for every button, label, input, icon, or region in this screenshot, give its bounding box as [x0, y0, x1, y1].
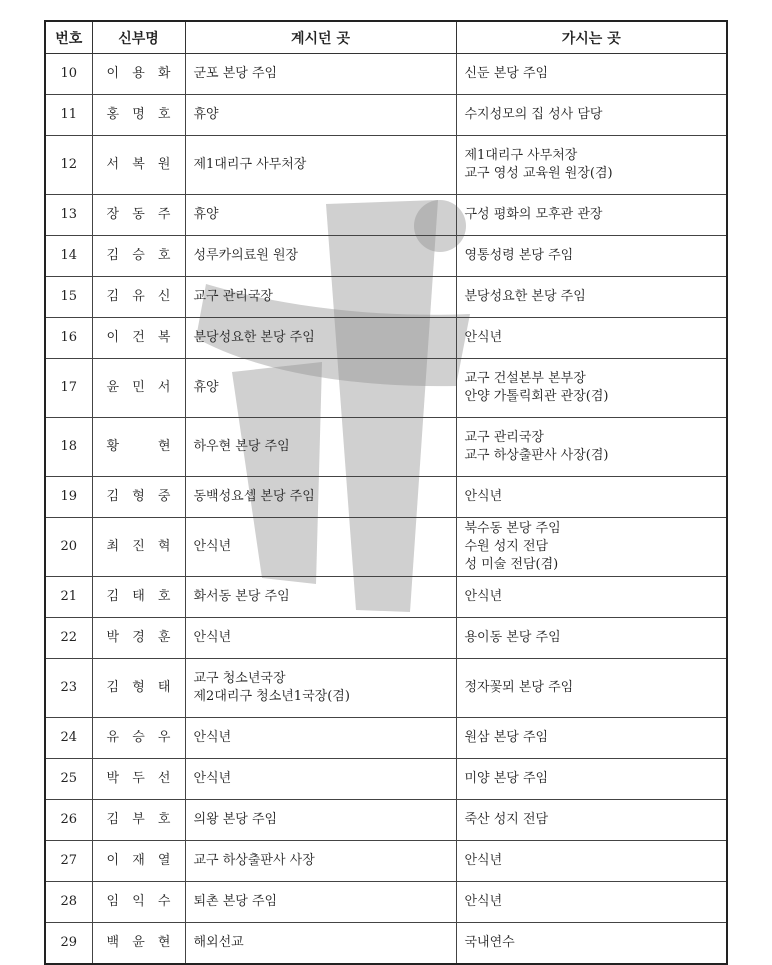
table-row [45, 136, 727, 195]
previous-post-cell [185, 359, 456, 418]
previous-post-line: 해외선교 [193, 935, 244, 950]
row-number: 18 [45, 418, 92, 477]
new-post-cell [456, 618, 727, 659]
row-number: 23 [45, 659, 92, 718]
previous-post-cell [185, 236, 456, 277]
new-post-line: 성 미술 전담(겸) [464, 557, 559, 572]
new-post-cell [456, 882, 727, 923]
previous-post-cell [185, 618, 456, 659]
row-number: 28 [45, 882, 92, 923]
table-row [45, 195, 727, 236]
new-post-cell [456, 923, 727, 965]
new-post-line: 원삼 본당 주임 [464, 730, 549, 745]
previous-post-cell [185, 577, 456, 618]
table-row [45, 923, 727, 965]
new-post-cell [456, 359, 727, 418]
new-post-cell [456, 54, 727, 95]
header-number: 번호 [45, 21, 92, 54]
new-post-line: 교구 건설본부 본부장 [464, 371, 586, 386]
appointment-table [44, 20, 728, 965]
new-post-cell [456, 195, 727, 236]
row-number: 13 [45, 195, 92, 236]
previous-post-cell [185, 54, 456, 95]
new-post-cell [456, 236, 727, 277]
new-post-cell [456, 95, 727, 136]
new-post-line: 제1대리구 사무처장 [464, 148, 578, 163]
previous-post-cell [185, 277, 456, 318]
new-post-cell [456, 277, 727, 318]
priest-name: 이 재 열 [92, 841, 185, 882]
new-post-cell [456, 759, 727, 800]
row-number: 15 [45, 277, 92, 318]
previous-post-line: 제2대리구 청소년1국장(겸) [193, 689, 350, 704]
new-post-cell [456, 577, 727, 618]
new-post-line: 수지성모의 집 성사 담당 [464, 107, 603, 122]
table-row [45, 618, 727, 659]
previous-post-line: 교구 청소년국장 [193, 671, 286, 686]
new-post-line: 교구 영성 교육원 원장(겸) [464, 166, 613, 181]
previous-post-cell [185, 659, 456, 718]
priest-name: 서 복 원 [92, 136, 185, 195]
previous-post-line: 교구 하상출판사 사장 [193, 853, 315, 868]
new-post-line: 안양 가톨릭회관 관장(겸) [464, 389, 609, 404]
row-number: 26 [45, 800, 92, 841]
row-number: 12 [45, 136, 92, 195]
priest-name: 박 두 선 [92, 759, 185, 800]
previous-post-line: 동백성요셉 본당 주임 [193, 489, 315, 504]
row-number: 29 [45, 923, 92, 965]
previous-post-line: 군포 본당 주임 [193, 66, 278, 81]
row-number: 21 [45, 577, 92, 618]
row-number: 16 [45, 318, 92, 359]
priest-name: 김 부 호 [92, 800, 185, 841]
previous-post-line: 퇴촌 본당 주임 [193, 894, 278, 909]
table-row [45, 518, 727, 577]
new-post-cell [456, 318, 727, 359]
table-row [45, 95, 727, 136]
new-post-cell [456, 136, 727, 195]
new-post-line: 정자꽃뫼 본당 주임 [464, 680, 574, 695]
new-post-cell [456, 800, 727, 841]
row-number: 17 [45, 359, 92, 418]
table-row [45, 882, 727, 923]
new-post-line: 용이동 본당 주임 [464, 630, 561, 645]
previous-post-line: 하우현 본당 주임 [193, 439, 290, 454]
table-row [45, 277, 727, 318]
previous-post-cell [185, 518, 456, 577]
new-post-line: 안식년 [464, 489, 503, 504]
new-post-line: 영통성령 본당 주임 [464, 248, 574, 263]
previous-post-line: 휴양 [193, 107, 219, 122]
new-post-line: 안식년 [464, 330, 503, 345]
row-number: 11 [45, 95, 92, 136]
new-post-line: 분당성요한 본당 주임 [464, 289, 586, 304]
priest-name: 홍 명 호 [92, 95, 185, 136]
table-row [45, 841, 727, 882]
priest-name: 김 형 태 [92, 659, 185, 718]
priest-name: 김 형 중 [92, 477, 185, 518]
priest-name: 장 동 주 [92, 195, 185, 236]
new-post-line: 북수동 본당 주임 [464, 521, 561, 536]
previous-post-line: 교구 관리국장 [193, 289, 273, 304]
priest-name: 김 유 신 [92, 277, 185, 318]
row-number: 10 [45, 54, 92, 95]
priest-name: 임 익 수 [92, 882, 185, 923]
previous-post-cell [185, 800, 456, 841]
previous-post-cell [185, 318, 456, 359]
row-number: 22 [45, 618, 92, 659]
row-number: 19 [45, 477, 92, 518]
priest-name: 윤 민 서 [92, 359, 185, 418]
appointment-table-container [44, 20, 726, 965]
previous-post-line: 안식년 [193, 539, 232, 554]
new-post-cell [456, 477, 727, 518]
priest-name: 김 승 호 [92, 236, 185, 277]
table-row [45, 418, 727, 477]
priest-name: 박 경 훈 [92, 618, 185, 659]
new-post-line: 교구 관리국장 [464, 430, 544, 445]
new-post-line: 안식년 [464, 853, 503, 868]
previous-post-line: 분당성요한 본당 주임 [193, 330, 315, 345]
header-new-post: 가시는 곳 [456, 21, 727, 54]
previous-post-line: 휴양 [193, 207, 219, 222]
previous-post-cell [185, 718, 456, 759]
row-number: 14 [45, 236, 92, 277]
header-previous-post: 계시던 곳 [185, 21, 456, 54]
new-post-line: 죽산 성지 전담 [464, 812, 549, 827]
priest-name: 유 승 우 [92, 718, 185, 759]
previous-post-line: 안식년 [193, 730, 232, 745]
previous-post-cell [185, 418, 456, 477]
row-number: 25 [45, 759, 92, 800]
previous-post-cell [185, 841, 456, 882]
previous-post-line: 의왕 본당 주임 [193, 812, 278, 827]
priest-name: 이 건 복 [92, 318, 185, 359]
priest-name: 최 진 혁 [92, 518, 185, 577]
priest-name: 백 윤 현 [92, 923, 185, 965]
table-header-row [45, 21, 727, 54]
table-row [45, 577, 727, 618]
new-post-line: 수원 성지 전담 [464, 539, 549, 554]
previous-post-cell [185, 195, 456, 236]
table-body [45, 54, 727, 965]
new-post-cell [456, 718, 727, 759]
new-post-cell [456, 418, 727, 477]
table-row [45, 477, 727, 518]
previous-post-line: 안식년 [193, 630, 232, 645]
table-row [45, 759, 727, 800]
new-post-cell [456, 518, 727, 577]
previous-post-cell [185, 95, 456, 136]
new-post-line: 신둔 본당 주임 [464, 66, 549, 81]
previous-post-cell [185, 136, 456, 195]
new-post-line: 국내연수 [464, 935, 515, 950]
new-post-cell [456, 659, 727, 718]
row-number: 27 [45, 841, 92, 882]
previous-post-line: 성루카의료원 원장 [193, 248, 299, 263]
previous-post-line: 안식년 [193, 771, 232, 786]
row-number: 20 [45, 518, 92, 577]
new-post-line: 교구 하상출판사 사장(겸) [464, 448, 609, 463]
table-row [45, 318, 727, 359]
header-priest-name: 신부명 [92, 21, 185, 54]
previous-post-cell [185, 882, 456, 923]
new-post-line: 안식년 [464, 589, 503, 604]
table-row [45, 54, 727, 95]
previous-post-cell [185, 477, 456, 518]
new-post-line: 미양 본당 주임 [464, 771, 549, 786]
table-row [45, 718, 727, 759]
new-post-line: 구성 평화의 모후관 관장 [464, 207, 603, 222]
previous-post-line: 화서동 본당 주임 [193, 589, 290, 604]
table-row [45, 236, 727, 277]
table-row [45, 800, 727, 841]
new-post-line: 안식년 [464, 894, 503, 909]
previous-post-cell [185, 759, 456, 800]
new-post-cell [456, 841, 727, 882]
previous-post-line: 휴양 [193, 380, 219, 395]
priest-name: 황 현 [92, 418, 185, 477]
table-row [45, 659, 727, 718]
priest-name: 이 용 화 [92, 54, 185, 95]
previous-post-cell [185, 923, 456, 965]
table-row [45, 359, 727, 418]
previous-post-line: 제1대리구 사무처장 [193, 157, 307, 172]
row-number: 24 [45, 718, 92, 759]
priest-name: 김 태 호 [92, 577, 185, 618]
